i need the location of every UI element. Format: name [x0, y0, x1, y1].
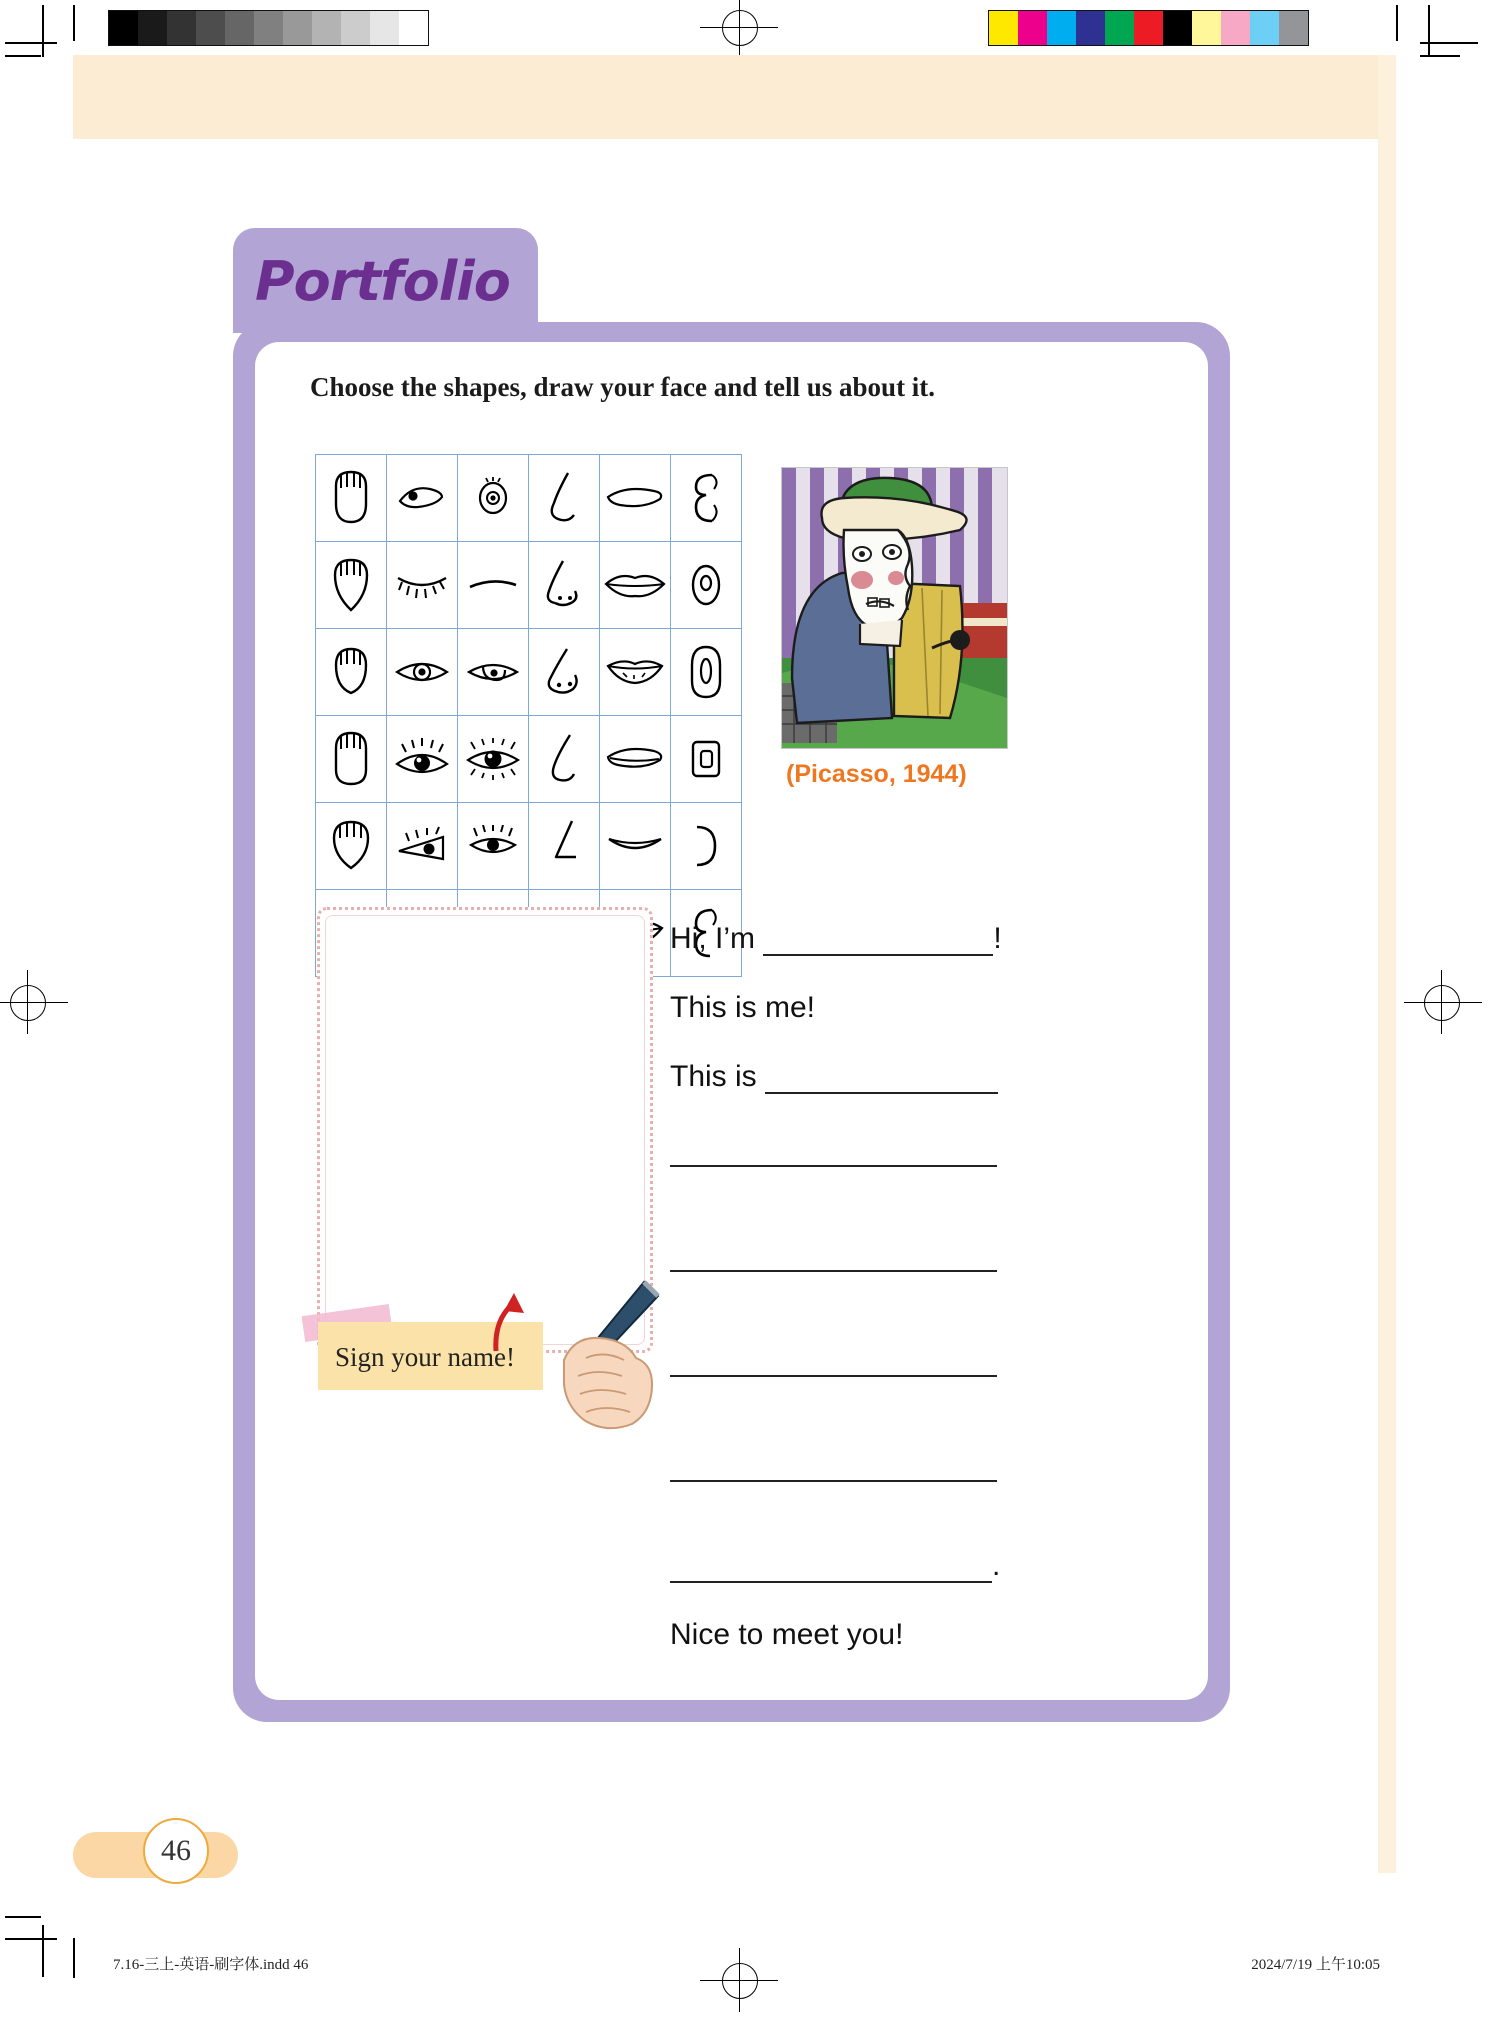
table-row[interactable]	[316, 542, 742, 629]
reg-target-top	[722, 10, 758, 46]
reg-cross-right-h	[1404, 1002, 1482, 1003]
footer-filename: 7.16-三上-英语-刷字体.indd 46	[113, 1957, 309, 1973]
picasso-caption: (Picasso, 1944)	[786, 760, 967, 788]
line-closing	[670, 1618, 1060, 1687]
cell-ear-1[interactable]	[671, 455, 742, 542]
final-period: .	[992, 1549, 1001, 1582]
writing-lines	[670, 922, 1060, 1687]
gray-swatch-3	[196, 11, 225, 45]
cell-nose-2[interactable]	[529, 542, 600, 629]
table-row[interactable]	[316, 803, 742, 890]
color-swatch-5	[1134, 11, 1163, 45]
crop-mark-tl2-v	[73, 5, 75, 41]
cell-eye-1[interactable]	[387, 455, 458, 542]
line-blank-3	[670, 1270, 1060, 1339]
crop-mark-tl-h	[5, 42, 57, 44]
reg-cross-right-v	[1441, 970, 1442, 1034]
instruction-text: Choose the shapes, draw your face and tell us about it.	[310, 372, 936, 402]
header-band	[73, 55, 1396, 139]
line-blank-4	[670, 1375, 1060, 1444]
cell-eye2-1[interactable]	[458, 455, 529, 542]
table-row[interactable]	[316, 716, 742, 803]
description-blank-6[interactable]	[670, 1555, 992, 1583]
crop-mark-bl-v	[42, 1925, 44, 1977]
color-swatch-0	[989, 11, 1018, 45]
cell-nose-1[interactable]	[529, 455, 600, 542]
cell-eye2-3[interactable]	[458, 629, 529, 716]
line-this-is-me-text: This is me!	[670, 991, 816, 1024]
reg-target-bottom	[722, 1963, 758, 1999]
cell-face-shape-5[interactable]	[316, 803, 387, 890]
line-hi-im	[670, 922, 1060, 991]
reg-cross-left-v	[27, 970, 28, 1034]
page-number: 46	[143, 1818, 209, 1884]
picasso-artwork	[781, 467, 1008, 749]
line-blank-5	[670, 1480, 1060, 1549]
cell-face-shape-3[interactable]	[316, 629, 387, 716]
crop-mark-tr2-h	[1420, 55, 1460, 57]
footer-timestamp: 2024/7/19 上午10:05	[1251, 1957, 1380, 1973]
cell-ear-3[interactable]	[671, 629, 742, 716]
cell-face-shape-2[interactable]	[316, 542, 387, 629]
table-row[interactable]	[316, 455, 742, 542]
cell-eye-2[interactable]	[387, 542, 458, 629]
right-margin-strip	[1378, 55, 1396, 1873]
color-swatch-7	[1192, 11, 1221, 45]
gray-swatch-4	[225, 11, 254, 45]
line-this-is-me	[670, 991, 1060, 1060]
gray-swatch-1	[138, 11, 167, 45]
line-this-is-text: This is	[670, 1060, 757, 1093]
cell-nose-4[interactable]	[529, 716, 600, 803]
description-blank-5[interactable]	[670, 1480, 997, 1482]
cell-ear-4[interactable]	[671, 716, 742, 803]
cell-face-shape-1[interactable]	[316, 455, 387, 542]
description-blank-3[interactable]	[670, 1270, 997, 1272]
cell-mouth-3[interactable]	[600, 629, 671, 716]
crop-mark-tr-v	[1428, 5, 1430, 57]
description-blank-1[interactable]	[765, 1066, 998, 1094]
crop-mark-tr2-v	[1396, 5, 1398, 41]
line-blank-6	[670, 1549, 1060, 1618]
cell-nose-5[interactable]	[529, 803, 600, 890]
grayscale-calibration-strip	[108, 10, 429, 46]
cell-mouth-1[interactable]	[600, 455, 671, 542]
reg-cross-left-h	[0, 1002, 68, 1003]
crop-mark-tl2-h	[5, 55, 41, 57]
crop-mark-bl-h	[5, 1938, 57, 1940]
cell-face-shape-4[interactable]	[316, 716, 387, 803]
cell-eye2-2[interactable]	[458, 542, 529, 629]
line-blank-2	[670, 1165, 1060, 1234]
color-swatch-6	[1163, 11, 1192, 45]
crop-mark-tr-h	[1420, 42, 1478, 44]
sign-name-label: Sign your name!	[335, 1342, 515, 1372]
gray-swatch-7	[312, 11, 341, 45]
color-swatch-4	[1105, 11, 1134, 45]
cell-eye-5[interactable]	[387, 803, 458, 890]
crop-mark-bl2-v	[73, 1938, 75, 1978]
portfolio-content-card	[255, 342, 1208, 1700]
cell-mouth-4[interactable]	[600, 716, 671, 803]
gray-swatch-8	[341, 11, 370, 45]
reg-target-right	[1424, 985, 1460, 1021]
gray-swatch-2	[167, 11, 196, 45]
cell-mouth-5[interactable]	[600, 803, 671, 890]
cell-nose-3[interactable]	[529, 629, 600, 716]
face-shapes-grid[interactable]	[315, 454, 742, 977]
line-hi-im-exclaim: !	[993, 922, 1002, 955]
color-swatch-1	[1018, 11, 1047, 45]
name-blank[interactable]	[763, 928, 993, 956]
cell-ear-2[interactable]	[671, 542, 742, 629]
color-swatch-9	[1250, 11, 1279, 45]
reg-cross-bottom-v	[739, 1948, 740, 2012]
table-row[interactable]	[316, 629, 742, 716]
crop-mark-tl-v	[42, 5, 44, 57]
portfolio-panel	[233, 322, 1230, 1722]
color-swatch-3	[1076, 11, 1105, 45]
cell-eye2-4[interactable]	[458, 716, 529, 803]
cell-eye-3[interactable]	[387, 629, 458, 716]
red-arrow-icon	[488, 1285, 536, 1355]
cell-mouth-2[interactable]	[600, 542, 671, 629]
crop-mark-bl2-h	[5, 1916, 41, 1918]
cell-eye-4[interactable]	[387, 716, 458, 803]
color-swatch-8	[1221, 11, 1250, 45]
gray-swatch-10	[399, 11, 428, 45]
color-calibration-strip	[988, 10, 1309, 46]
line-this-is	[670, 1060, 1060, 1129]
gray-swatch-5	[254, 11, 283, 45]
gray-swatch-9	[370, 11, 399, 45]
page-title: Portfolio	[255, 250, 510, 313]
color-swatch-10	[1279, 11, 1308, 45]
description-blank-2[interactable]	[670, 1165, 997, 1167]
closing-text: Nice to meet you!	[670, 1618, 904, 1651]
line-hi-im-text: Hi, I’m	[670, 922, 755, 955]
cell-ear-5[interactable]	[671, 803, 742, 890]
reg-target-left	[10, 985, 46, 1021]
color-swatch-2	[1047, 11, 1076, 45]
description-blank-4[interactable]	[670, 1375, 997, 1377]
reg-cross-top-v	[739, 0, 740, 59]
gray-swatch-0	[109, 11, 138, 45]
cell-eye2-5[interactable]	[458, 803, 529, 890]
picasso-illustration	[782, 468, 1007, 748]
gray-swatch-6	[283, 11, 312, 45]
